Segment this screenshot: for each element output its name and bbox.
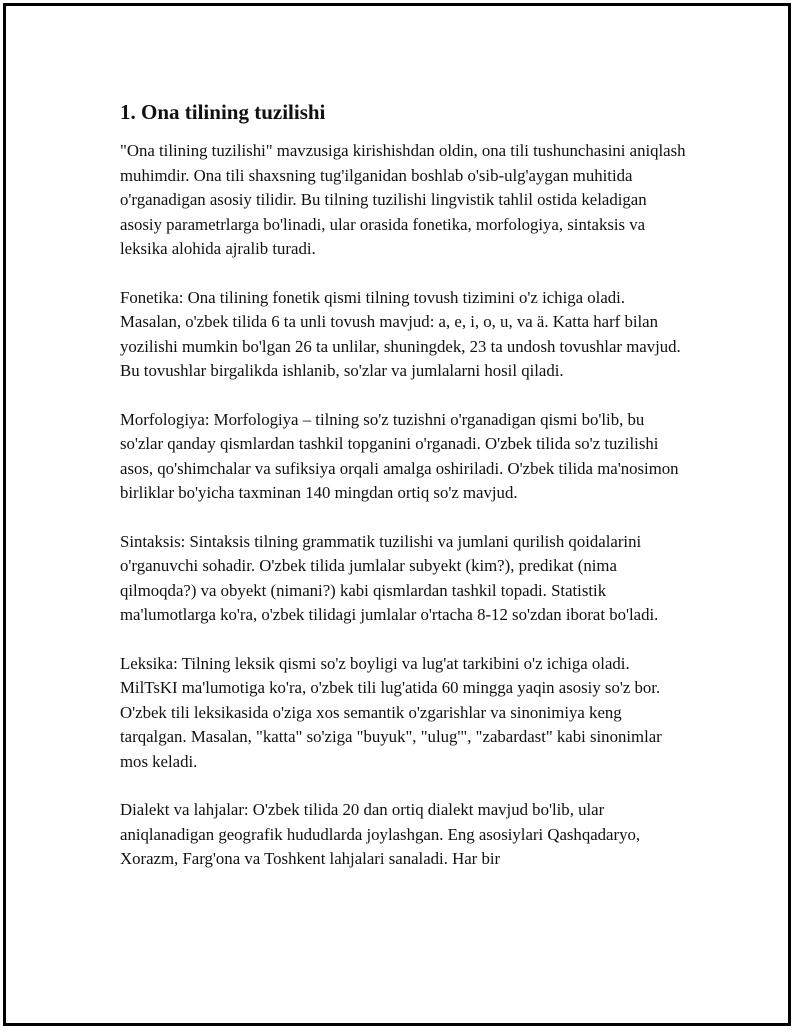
section-title: 1. Ona tilining tuzilishi <box>120 100 326 124</box>
morphology-paragraph: Morfologiya: Morfologiya – tilning so'z tuzishni o'rganadigan qismi bo'lib, bu so'zlar qanday qismlardan tashkil topganini o'rganadi. O'zbek tilida so'z tuzilishi asos, qo'shimchalar va sufiksiya orqali amalga oshiriladi. O'zbek tilida ma'nosimon birliklar bo'yicha taxminan 140 mingdan ortiq so'z mavjud. <box>120 409 679 503</box>
syntax-paragraph: Sintaksis: Sintaksis tilning grammatik tuzilishi va jumlani qurilish qoidalarini o'rganuvchi sohadir. O'zbek tilida jumlalar subyekt (kim?), predikat (nima qilmoqda?) va obyekt (nimani?) kabi qismlardan tashkil topadi. Statistik ma'lumotlarga ko'ra, o'zbek tilidagi jumlalar o'rtacha 8-12 so'zdan iborat bo'ladi. <box>120 531 659 625</box>
phonetics-paragraph: Fonetika: Ona tilining fonetik qismi tilning tovush tizimini o'z ichiga oladi. Masalan, o'zbek tilida 6 ta unli tovush mavjud: a, e, i, o, u, va ä. Katta harf bilan yozilishi mumkin bo'lgan 26 ta unlilar, shuningdek, 23 ta undosh tovushlar mavjud. Bu tovushlar birgalikda ishlanib, so'zlar va jumlalarni hosil qiladi. <box>120 287 681 381</box>
page-frame <box>3 3 791 1026</box>
document-body <box>120 100 690 896</box>
dialects-paragraph: Dialekt va lahjalar: O'zbek tilida 20 dan ortiq dialekt mavjud bo'lib, ular aniqlanadigan geografik hududlarda joylashgan. Eng asosiylari Qashqadaryo, Xorazm, Farg'ona va Toshkent lahjalari sanaladi. Har bir <box>120 800 641 869</box>
lexicon-paragraph: Leksika: Tilning leksik qismi so'z boyligi va lug'at tarkibini o'z ichiga oladi. MilTsKI ma'lumotiga ko'ra, o'zbek tili lug'atida 60 mingga yaqin asosiy so'z bor. O'zbek tili leksikasida o'ziga xos semantik o'zgarishlar va sinonimiya keng tarqalgan. Masalan, "katta" so'ziga "buyuk", "ulug'", "zabardast" kabi sinonimlar mos keladi. <box>120 653 662 771</box>
intro-paragraph: "Ona tilining tuzilishi" mavzusiga kirishishdan oldin, ona tili tushunchasini aniqlash muhimdir. Ona tili shaxsning tug'ilganidan boshlab o'sib-ulg'aygan muhitida o'rganadigan asosiy tilidir. Bu tilning tuzilishi lingvistik tahlil ostida keladigan asosiy parametrlarga bo'linadi, ular orasida fonetika, morfologiya, sintaksis va leksika alohida ajralib turadi. <box>120 141 686 259</box>
